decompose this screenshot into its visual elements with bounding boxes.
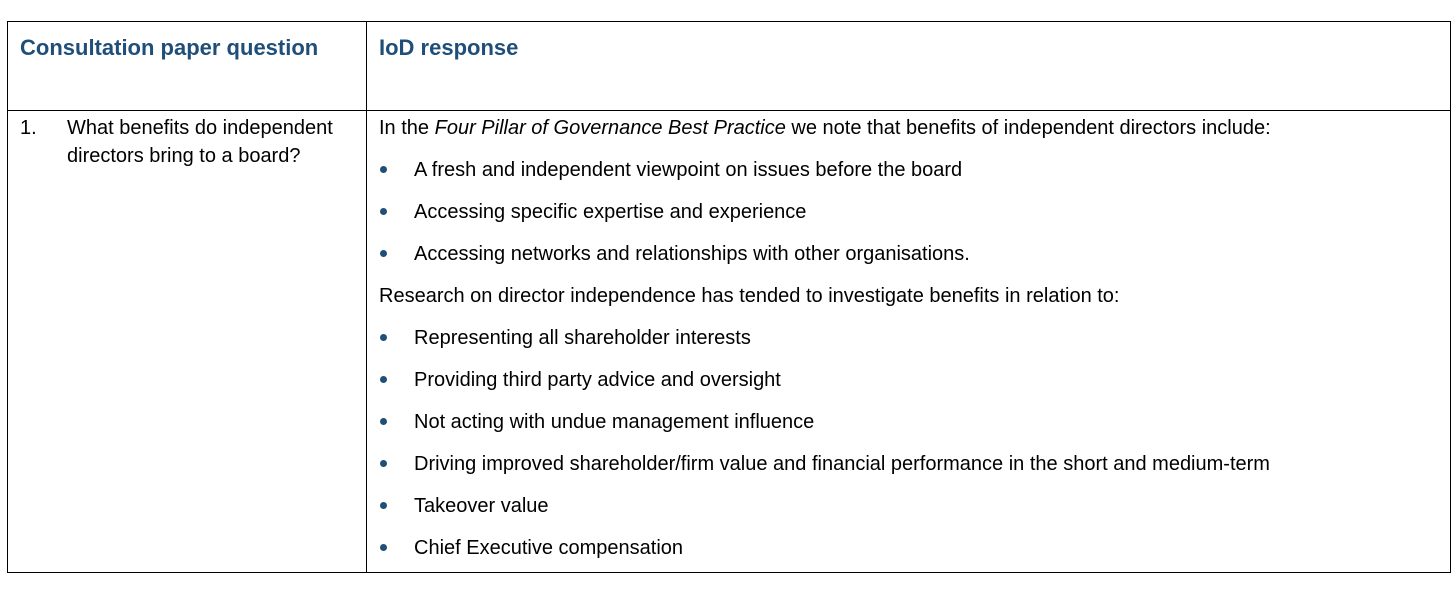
- list-item-text: Representing all shareholder interests: [414, 327, 751, 349]
- header-row-divider: [8, 110, 1450, 111]
- question-number: 1.: [20, 117, 37, 139]
- consultation-table: [7, 21, 1451, 573]
- list-item-text: Providing third party advice and oversight: [414, 369, 781, 391]
- response-cell: [379, 114, 1440, 576]
- list-item: [379, 156, 1440, 198]
- bullet-icon: [380, 544, 387, 551]
- response-intro: [379, 114, 1440, 156]
- list-item-text: Not acting with undue management influence: [414, 411, 815, 433]
- bullet-icon: [380, 502, 387, 509]
- bullet-icon: [380, 250, 387, 257]
- list-item-text: Takeover value: [414, 495, 549, 517]
- list-item: [379, 492, 1440, 534]
- response-intro-before: In the: [379, 117, 435, 139]
- list-item-text: Accessing networks and relationships with other organisations.: [414, 243, 970, 265]
- header-consultation-question: Consultation paper question: [20, 35, 319, 60]
- bullet-icon: [380, 334, 387, 341]
- list-item: [379, 324, 1440, 366]
- bullet-icon: [380, 418, 387, 425]
- header-iod-response: IoD response: [379, 35, 519, 60]
- list-item-text: Accessing specific expertise and experience: [414, 201, 807, 223]
- bullet-icon: [380, 460, 387, 467]
- question-cell: [20, 114, 355, 170]
- list-item: [379, 240, 1440, 282]
- question-text: What benefits do independent directors bring to a board?: [67, 117, 333, 167]
- list-item: [379, 450, 1440, 492]
- response-intro-title: Four Pillar of Governance Best Practice: [434, 117, 786, 139]
- list-item-text: A fresh and independent viewpoint on issues before the board: [414, 159, 963, 181]
- research-intro: Research on director independence has tended to investigate benefits in relation to:: [379, 285, 1120, 307]
- bullet-icon: [380, 166, 387, 173]
- list-item: [379, 534, 1440, 576]
- list-item: [379, 366, 1440, 408]
- list-item: [379, 198, 1440, 240]
- list-item-text: Chief Executive compensation: [414, 537, 684, 559]
- list-item-text: Driving improved shareholder/firm value and financial performance in the short and medium-term: [414, 453, 1270, 475]
- list-item: [379, 408, 1440, 450]
- column-divider: [366, 22, 367, 572]
- response-intro-after: we note that benefits of independent directors include:: [785, 117, 1271, 139]
- bullet-icon: [380, 376, 387, 383]
- bullet-icon: [380, 208, 387, 215]
